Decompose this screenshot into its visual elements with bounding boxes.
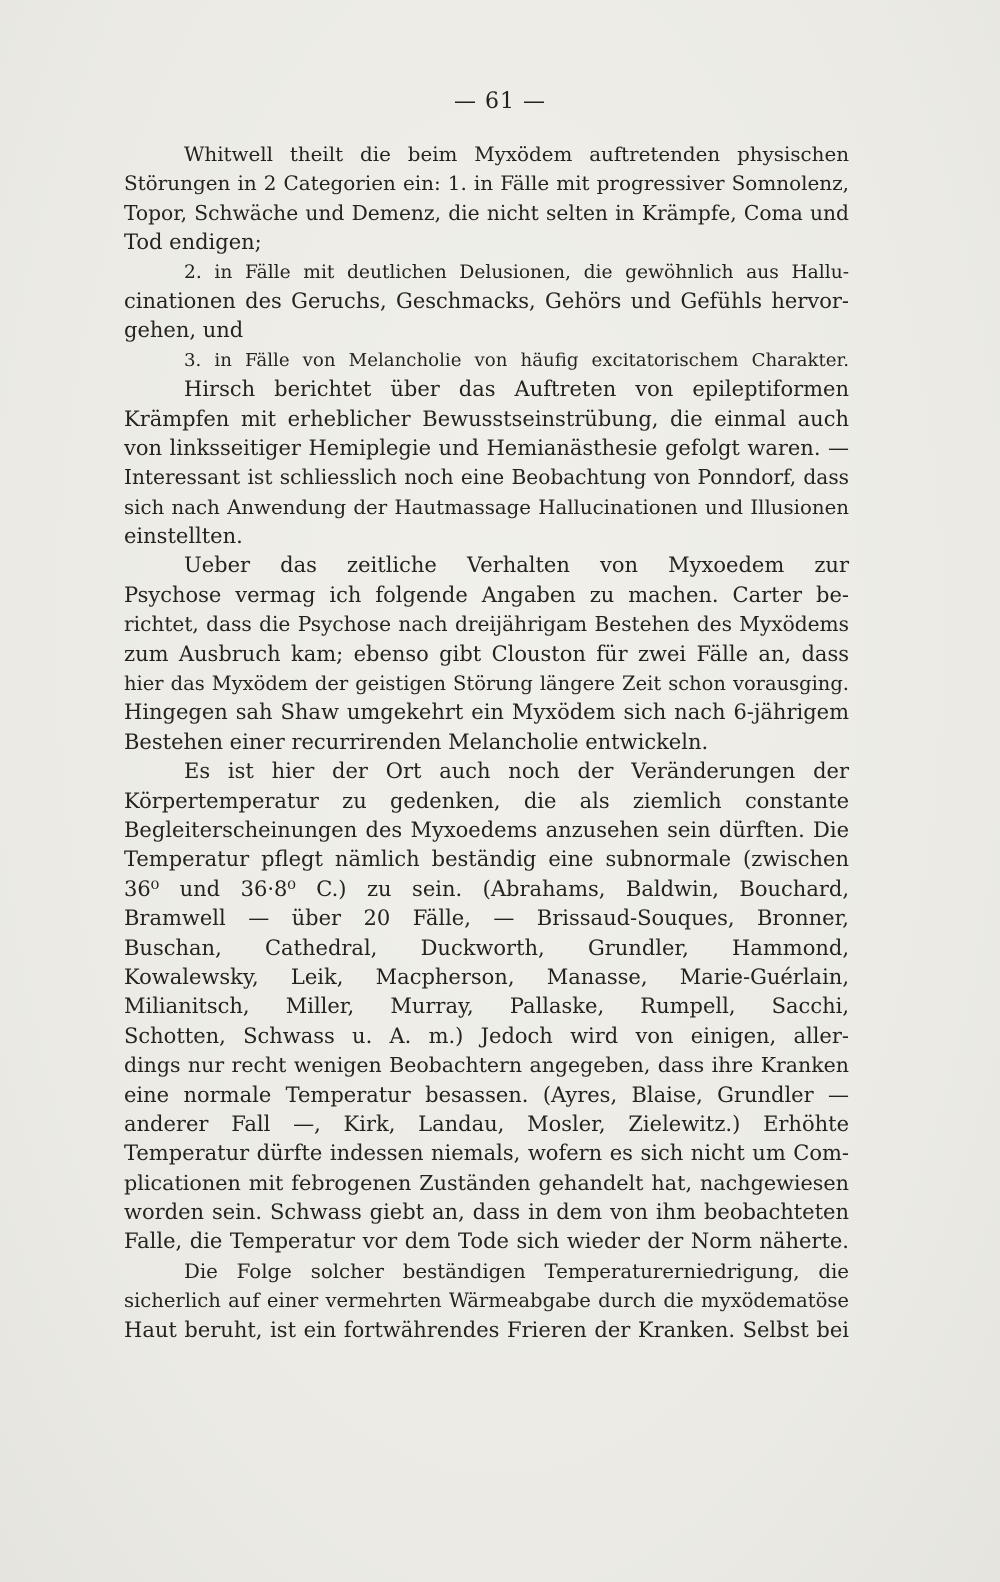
text-line: Temperatur dürfte indessen niemals, wofern es sich nicht um Com- bbox=[124, 1141, 849, 1166]
text-line: worden sein. Schwass giebt an, dass in dem von ihm beobachteten bbox=[124, 1200, 849, 1225]
text-line: Hingegen sah Shaw umgekehrt ein Myxödem sich nach 6-jährigem bbox=[124, 700, 849, 725]
text-line: Haut beruht, ist ein fortwährendes Frieren der Kranken. Selbst bei bbox=[124, 1317, 849, 1342]
text-line: eine normale Temperatur besassen. (Ayres, Blaise, Grundler — bbox=[124, 1082, 849, 1107]
text-line: Bramwell — über 20 Fälle, — Brissaud-Souques, Bronner, bbox=[124, 906, 849, 931]
text-line: Begleiterscheinungen des Myxoedems anzusehen sein dürften. Die bbox=[124, 817, 849, 842]
text-line: zum Ausbruch kam; ebenso gibt Clouston für zwei Fälle an, dass bbox=[124, 641, 849, 666]
text-line: Buschan, Cathedral, Duckworth, Grundler, Hammond, bbox=[124, 935, 849, 960]
text-line: 36⁰ und 36·8⁰ C.) zu sein. (Abrahams, Baldwin, Bouchard, bbox=[124, 876, 849, 901]
text-line: Es ist hier der Ort auch noch der Veränderungen der bbox=[184, 759, 849, 784]
text-line: sicherlich auf einer vermehrten Wärmeabgabe durch die myxödematöse bbox=[124, 1289, 849, 1313]
text-line: hier das Myxödem der geistigen Störung längere Zeit schon vorausging. bbox=[124, 672, 849, 696]
text-line: dings nur recht wenigen Beobachtern angegeben, dass ihre Kranken bbox=[124, 1053, 849, 1078]
text-line: Störungen in 2 Categorien ein: 1. in Fälle mit progressiver Somnolenz, bbox=[124, 171, 849, 196]
page-number: — 61 — bbox=[454, 89, 546, 114]
text-line: Hirsch berichtet über das Auftreten von epileptiformen bbox=[184, 377, 849, 402]
text-line: gehen, und bbox=[124, 318, 244, 343]
text-line: Kowalewsky, Leik, Macpherson, Manasse, Marie-Guérlain, bbox=[124, 964, 849, 989]
text-line: Psychose vermag ich folgende Angaben zu machen. Carter be- bbox=[124, 582, 849, 607]
text-line: Die Folge solcher beständigen Temperaturerniedrigung, die bbox=[184, 1259, 849, 1283]
text-line: sich nach Anwendung der Hautmassage Hallucinationen und Illusionen bbox=[124, 495, 849, 519]
text-line: 2. in Fälle mit deutlichen Delusionen, die gewöhnlich aus Hallu- bbox=[184, 261, 849, 283]
text-line: Schotten, Schwass u. A. m.) Jedoch wird von einigen, aller- bbox=[124, 1023, 849, 1048]
body-text bbox=[124, 140, 849, 1345]
text-line: anderer Fall —, Kirk, Landau, Mosler, Zielewitz.) Erhöhte bbox=[124, 1111, 849, 1136]
text-line: Ueber das zeitliche Verhalten von Myxoedem zur bbox=[184, 553, 849, 578]
text-line: Whitwell theilt die beim Myxödem auftretenden physischen bbox=[184, 143, 849, 166]
text-line: von linksseitiger Hemiplegie und Hemianästhesie gefolgt waren. — bbox=[124, 435, 849, 460]
text-line: Bestehen einer recurrirenden Melancholie entwickeln. bbox=[124, 729, 709, 754]
text-line: 3. in Fälle von Melancholie von häufig excitatorischem Charakter. bbox=[184, 349, 849, 371]
text-line: Interessant ist schliesslich noch eine Beobachtung von Ponndorf, dass bbox=[124, 465, 849, 490]
text-line: plicationen mit febrogenen Zuständen gehandelt hat, nachgewiesen bbox=[124, 1170, 849, 1195]
text-line: Falle, die Temperatur vor dem Tode sich wieder der Norm näherte. bbox=[124, 1229, 849, 1254]
text-line: Krämpfen mit erheblicher Bewusstseinstrübung, die einmal auch bbox=[124, 406, 849, 431]
text-line: Topor, Schwäche und Demenz, die nicht selten in Krämpfe, Coma und bbox=[124, 200, 849, 225]
text-line: Milianitsch, Miller, Murray, Pallaske, Rumpell, Sacchi, bbox=[124, 994, 849, 1019]
text-line: cinationen des Geruchs, Geschmacks, Gehörs und Gefühls hervor- bbox=[124, 288, 849, 313]
text-line: richtet, dass die Psychose nach dreijährigam Bestehen des Myxödems bbox=[124, 612, 849, 637]
text-line: Tod endigen; bbox=[124, 230, 262, 255]
text-line: Körpertemperatur zu gedenken, die als ziemlich constante bbox=[124, 788, 849, 813]
text-line: einstellten. bbox=[124, 524, 243, 549]
text-line: Temperatur pflegt nämlich beständig eine subnormale (zwischen bbox=[124, 847, 849, 872]
